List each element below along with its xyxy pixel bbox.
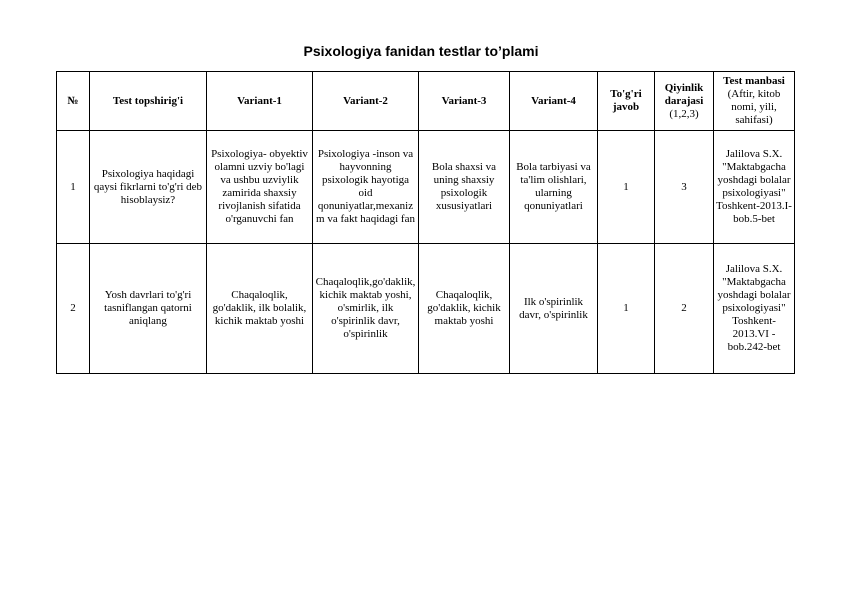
cell-variant-3: Bola shaxsi va uning shaxsiy psixologik xususiyatlari — [419, 131, 510, 244]
cell-variant-1: Psixologiya- obyektiv olamni uzviy bo'lagi va ushbu uzviylik zamirida shaxsiy rivojlanish sifatida o'rganuvchi fan — [207, 131, 313, 244]
header-variant-1: Variant-1 — [207, 72, 313, 131]
cell-correct-answer: 1 — [598, 131, 655, 244]
table-header-row — [57, 72, 795, 131]
cell-variant-4: Ilk o'spirinlik davr, o'spirinlik — [510, 244, 598, 374]
cell-variant-3: Chaqaloqlik, go'daklik, kichik maktab yoshi — [419, 244, 510, 374]
header-number: № — [57, 72, 90, 131]
header-difficulty: Qiyinlik darajasi (1,2,3) — [655, 72, 714, 131]
table-row — [57, 131, 795, 244]
header-source-hint: (Aftir, kitob nomi, yili, sahifasi) — [727, 88, 781, 126]
header-variant-3: Variant-3 — [419, 72, 510, 131]
header-variant-2: Variant-2 — [313, 72, 419, 131]
cell-difficulty: 2 — [655, 244, 714, 374]
cell-task: Psixologiya haqidagi qaysi fikrlarni to'g'ri deb hisoblaysiz? — [90, 131, 207, 244]
cell-variant-2: Chaqaloqlik,go'daklik,kichik maktab yoshi, o'smirlik, ilk o'spirinlik davr, o'spirinlik — [313, 244, 419, 374]
cell-source: Jalilova S.X. "Maktabgacha yoshdagi bolalar psixologiyasi" Toshkent-2013.I-bob.5-bet — [714, 131, 795, 244]
document-title: Psixologiya fanidan testlar to’plami — [303, 43, 539, 59]
header-variant-4: Variant-4 — [510, 72, 598, 131]
header-correct-answer: To'g'ri javob — [598, 72, 655, 131]
cell-source: Jalilova S.X. "Maktabgacha yoshdagi bolalar psixologiyasi" Toshkent-2013.VI -bob.242-bet — [714, 244, 795, 374]
cell-correct-answer: 1 — [598, 244, 655, 374]
cell-task: Yosh davrlari to'g'ri tasniflangan qatorni aniqlang — [90, 244, 207, 374]
cell-difficulty: 3 — [655, 131, 714, 244]
cell-variant-1: Chaqaloqlik, go'daklik, ilk bolalik, kichik maktab yoshi — [207, 244, 313, 374]
header-difficulty-scale: (1,2,3) — [669, 107, 699, 120]
table-row — [57, 244, 795, 374]
header-task: Test topshirig'i — [90, 72, 207, 131]
cell-variant-2: Psixologiya -inson va hayvonning psixologik hayotiga oid qonuniyatlar,mexanizm va fakt haqidagi fan — [313, 131, 419, 244]
cell-variant-4: Bola tarbiyasi va ta'lim olishlari, ularning qonuniyatlari — [510, 131, 598, 244]
tests-table — [56, 71, 795, 374]
cell-number: 2 — [57, 244, 90, 374]
cell-number: 1 — [57, 131, 90, 244]
header-source: Test manbasi (Aftir, kitob nomi, yili, sahifasi) — [714, 72, 795, 131]
